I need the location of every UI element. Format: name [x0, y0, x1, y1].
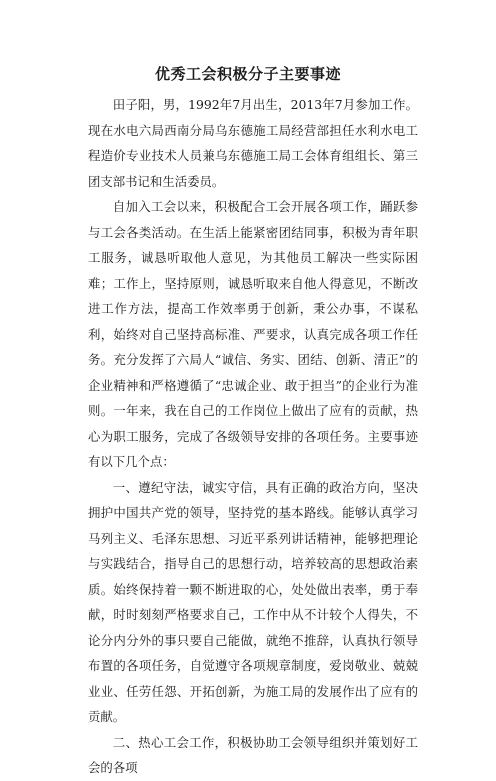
paragraph-point-two: 二、热心工会工作，积极协助工会领导组织并策划好工会的各项	[88, 734, 418, 775]
document-title: 优秀工会积极分子主要事迹	[154, 65, 341, 83]
paragraph-summary: 自加入工会以来，积极配合工会开展各项工作，踊跃参与工会各类活动。在生活上能紧密团结同事，积极为青年职工服务，诚恳听取他人意见，为其他员工解决一些实际困难；工作上，坚持原则，诚恳听取来自他人得意见，不断改进工作方法，提高工作效率勇于创新，秉公办事，不谋私利，始终对自己坚持高标准、严要求，认真完成各项工作任务。充分发挥了六局人“诚信、务实、团结、创新、清正”的企业精神和严格遵循了“忠诚企业、敢于担当”的企业行为准则。一年来，我在自己的工作岗位上做出了应有的贡献，热心为职工服务，完成了各级领导安排的各项任务。主要事迹有以下几个点：	[88, 199, 418, 469]
paragraph-point-one: 一、遵纪守法，诚实守信，具有正确的政治方向，坚决拥护中国共产党的领导，坚持党的基本路线。能够认真学习马列主义、毛泽东思想、习近平系列讲话精神，能够把理论与实践结合，指导自己的思想行动，培养较高的思想政治素质。始终保持着一颗不断进取的心，处处做出表率，勇于奉献，时时刻刻严格要求自己，工作中从不计较个人得失，不论分内分外的事只要自己能做，就绝不推辞，认真执行领导布置的各项任务，自觉遵守各项规章制度，爱岗敬业、兢兢业业、任劳任怨、开拓创新，为施工局的发展作出了应有的贡献。	[88, 479, 418, 724]
paragraph-intro: 田子阳，男，1992年7月出生，2013年7月参加工作。现在水电六局西南分局乌东德施工局经营部担任水利水电工程造价专业技术人员兼乌东德施工局工会体育组组长、第三团支部书记和生活委员。	[88, 97, 418, 189]
document-body	[88, 92, 418, 781]
